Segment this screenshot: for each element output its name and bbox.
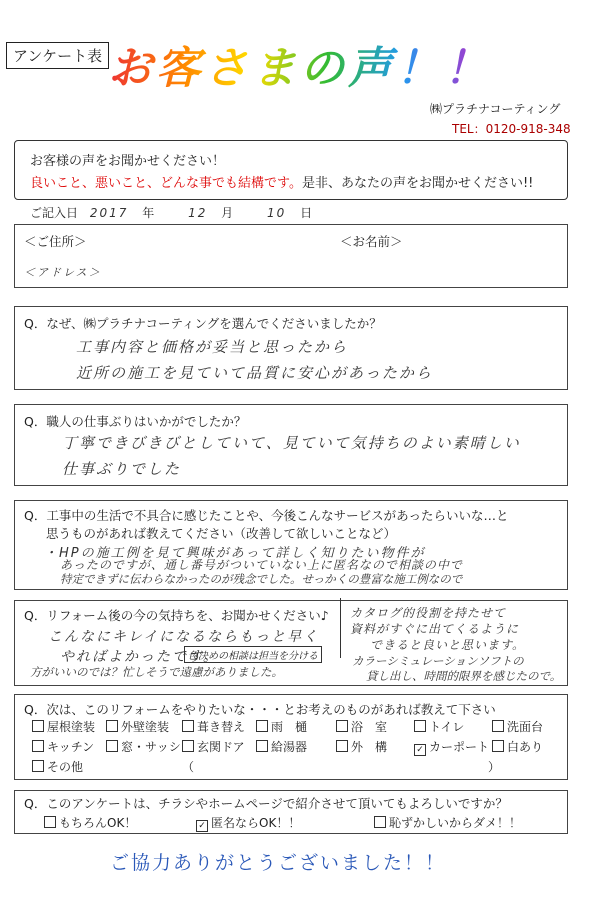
- checkbox[interactable]: [106, 720, 118, 732]
- q6-option-label: 匿名ならOK！！: [211, 816, 301, 830]
- q4-side-3: できると良いと思います。: [370, 638, 526, 652]
- q4-question: Q．リフォーム後の今の気持ちを、お聞かせください♪: [24, 608, 329, 623]
- q5-option-label: 白あり: [507, 740, 544, 754]
- q4-note-box: 色決めの相談は担当を分ける: [184, 646, 322, 663]
- date-day: 10: [267, 206, 287, 220]
- q5-option-label: 窓・サッシ: [121, 740, 181, 754]
- q5-option-label: その他: [47, 760, 84, 774]
- q6-option-label: もちろんOK！: [59, 816, 137, 830]
- checkbox[interactable]: [492, 740, 504, 752]
- checkbox[interactable]: [32, 740, 44, 752]
- checkbox[interactable]: [256, 740, 268, 752]
- name-label: ＜お名前＞: [340, 234, 403, 249]
- q5-option[interactable]: [182, 718, 245, 735]
- date-label: ご記入日: [30, 206, 79, 220]
- q3-question-1: Q．工事中の生活で不具合に感じたことや、今後こんなサービスがあったらいいな…と: [24, 508, 509, 523]
- thanks-message: ご協力ありがとうございました！！: [110, 852, 447, 874]
- checkbox[interactable]: [182, 740, 194, 752]
- intro-line-1: お客様の声をお聞かせください！: [30, 154, 226, 169]
- date-day-unit: 日: [300, 206, 313, 220]
- intro-red-text: 良いこと、悪いこと、どんな事でも結構です。: [30, 176, 302, 191]
- q5-option[interactable]: [32, 758, 83, 775]
- q5-question: Q．次は、このリフォームをやりたいな・・・とお考えのものがあれば教えて下さい: [24, 702, 496, 717]
- page-title: お客さまの声！！: [108, 38, 528, 100]
- q6-option-label: 恥ずかしいからダメ！！: [389, 816, 522, 830]
- checkbox[interactable]: ✓: [414, 744, 426, 756]
- q5-option-label: カーポート: [429, 740, 490, 754]
- q5-other-open: （: [182, 760, 195, 774]
- q6-question: Q．このアンケートは、チラシやホームページで紹介させて頂いてもよろしいですか？: [24, 796, 508, 811]
- q1-question: Q．なぜ、㈱プラチナコーティングを選んでくださいましたか？: [24, 316, 382, 331]
- intro-box: [14, 140, 568, 200]
- checkbox[interactable]: [32, 720, 44, 732]
- q4-divider: [340, 598, 341, 658]
- q4-answer-3: 方がいいのでは？忙しそうで遠慮がありました。: [30, 665, 283, 679]
- q5-option-label: 雨 樋: [271, 720, 308, 734]
- q5-option[interactable]: [256, 738, 307, 755]
- address-value: ＜アドレス＞: [24, 266, 102, 279]
- q5-option-label: 外壁塗装: [121, 720, 170, 734]
- q3-answer-3: 特定できずに伝わらなかったのが残念でした。せっかくの豊富な施工例なので: [60, 572, 463, 586]
- q2-question: Q．職人の仕事ぶりはいかがでしたか？: [24, 414, 247, 429]
- q5-option[interactable]: [336, 738, 387, 755]
- q5-option[interactable]: [256, 718, 307, 735]
- q3-answer-1: ・HPの施工例を見て興味があって詳しく知りたい物件が: [44, 546, 426, 561]
- q6-option[interactable]: [374, 814, 521, 831]
- checkbox[interactable]: [44, 816, 56, 828]
- q5-option-label: 葺き替え: [197, 720, 246, 734]
- q5-option-label: 屋根塗装: [47, 720, 96, 734]
- q4-side-2: 資料がすぐに出てくるように: [350, 622, 520, 636]
- q2-answer-2: 仕事ぶりでした: [62, 460, 182, 478]
- q5-option-label: 浴 室: [351, 720, 388, 734]
- q5-option[interactable]: [182, 738, 245, 755]
- survey-tag: アンケート表: [6, 42, 109, 69]
- q4-side-5: 貸し出し、時間的限界を感じたので。: [366, 669, 562, 683]
- entry-date: [30, 204, 312, 221]
- company-name: ㈱プラチナコーティング: [430, 102, 561, 116]
- q5-option[interactable]: [414, 718, 464, 735]
- date-year-unit: 年: [142, 206, 155, 220]
- checkbox[interactable]: [336, 720, 348, 732]
- q5-option-label: 玄関ドア: [197, 740, 245, 754]
- checkbox[interactable]: [414, 720, 426, 732]
- intro-line-2: [30, 172, 533, 191]
- checkbox[interactable]: [492, 720, 504, 732]
- q6-option[interactable]: [44, 814, 136, 831]
- q5-option[interactable]: [106, 738, 181, 755]
- q1-answer-1: 工事内容と価格が妥当と思ったから: [76, 338, 349, 356]
- q5-option[interactable]: [32, 738, 94, 755]
- date-year: 2017: [89, 206, 129, 220]
- q5-option[interactable]: [492, 738, 543, 755]
- q6-option[interactable]: [196, 814, 300, 832]
- checkbox[interactable]: ✓: [196, 820, 208, 832]
- q2-answer-1: 丁寧できびきびとしていて、見ていて気持ちのよい素晴しい: [62, 434, 521, 452]
- q5-option-label: 給湯器: [271, 740, 308, 754]
- q5-option-label: トイレ: [429, 720, 465, 734]
- q5-option[interactable]: [414, 738, 489, 756]
- q5-option-label: 外 構: [351, 740, 388, 754]
- q5-option-label: 洗面台: [507, 720, 544, 734]
- phone-number: TEL：0120-918-348: [452, 122, 571, 136]
- intro-black-text: 是非、あなたの声をお聞かせください!!: [301, 176, 534, 191]
- q5-option[interactable]: [32, 718, 95, 735]
- checkbox[interactable]: [182, 720, 194, 732]
- q5-other-close: ）: [488, 760, 501, 774]
- q4-side-4: カラーシミュレーションソフトの: [352, 654, 524, 668]
- q5-option-label: キッチン: [47, 740, 95, 754]
- address-label: ＜ご住所＞: [24, 234, 87, 249]
- q3-answer-2: あったのですが、通し番号がついていない上に匿名なので相談の中で: [60, 558, 463, 572]
- checkbox[interactable]: [256, 720, 268, 732]
- q5-option[interactable]: [106, 718, 169, 735]
- q1-answer-2: 近所の施工を見ていて品質に安心があったから: [76, 364, 433, 382]
- q5-option[interactable]: [492, 718, 543, 735]
- date-month-unit: 月: [221, 206, 234, 220]
- checkbox[interactable]: [32, 760, 44, 772]
- q4-answer-1: こんなにキレイになるならもっと早く: [48, 629, 320, 645]
- q3-question-2: 思うものがあれば教えてください（改善して欲しいことなど）: [46, 526, 397, 541]
- q4-answer-2: やればよかったです。: [60, 649, 219, 665]
- q5-option[interactable]: [336, 718, 387, 735]
- checkbox[interactable]: [106, 740, 118, 752]
- checkbox[interactable]: [336, 740, 348, 752]
- date-month: 12: [188, 206, 208, 220]
- checkbox[interactable]: [374, 816, 386, 828]
- q4-side-1: カタログ的役割を持たせて: [350, 606, 507, 620]
